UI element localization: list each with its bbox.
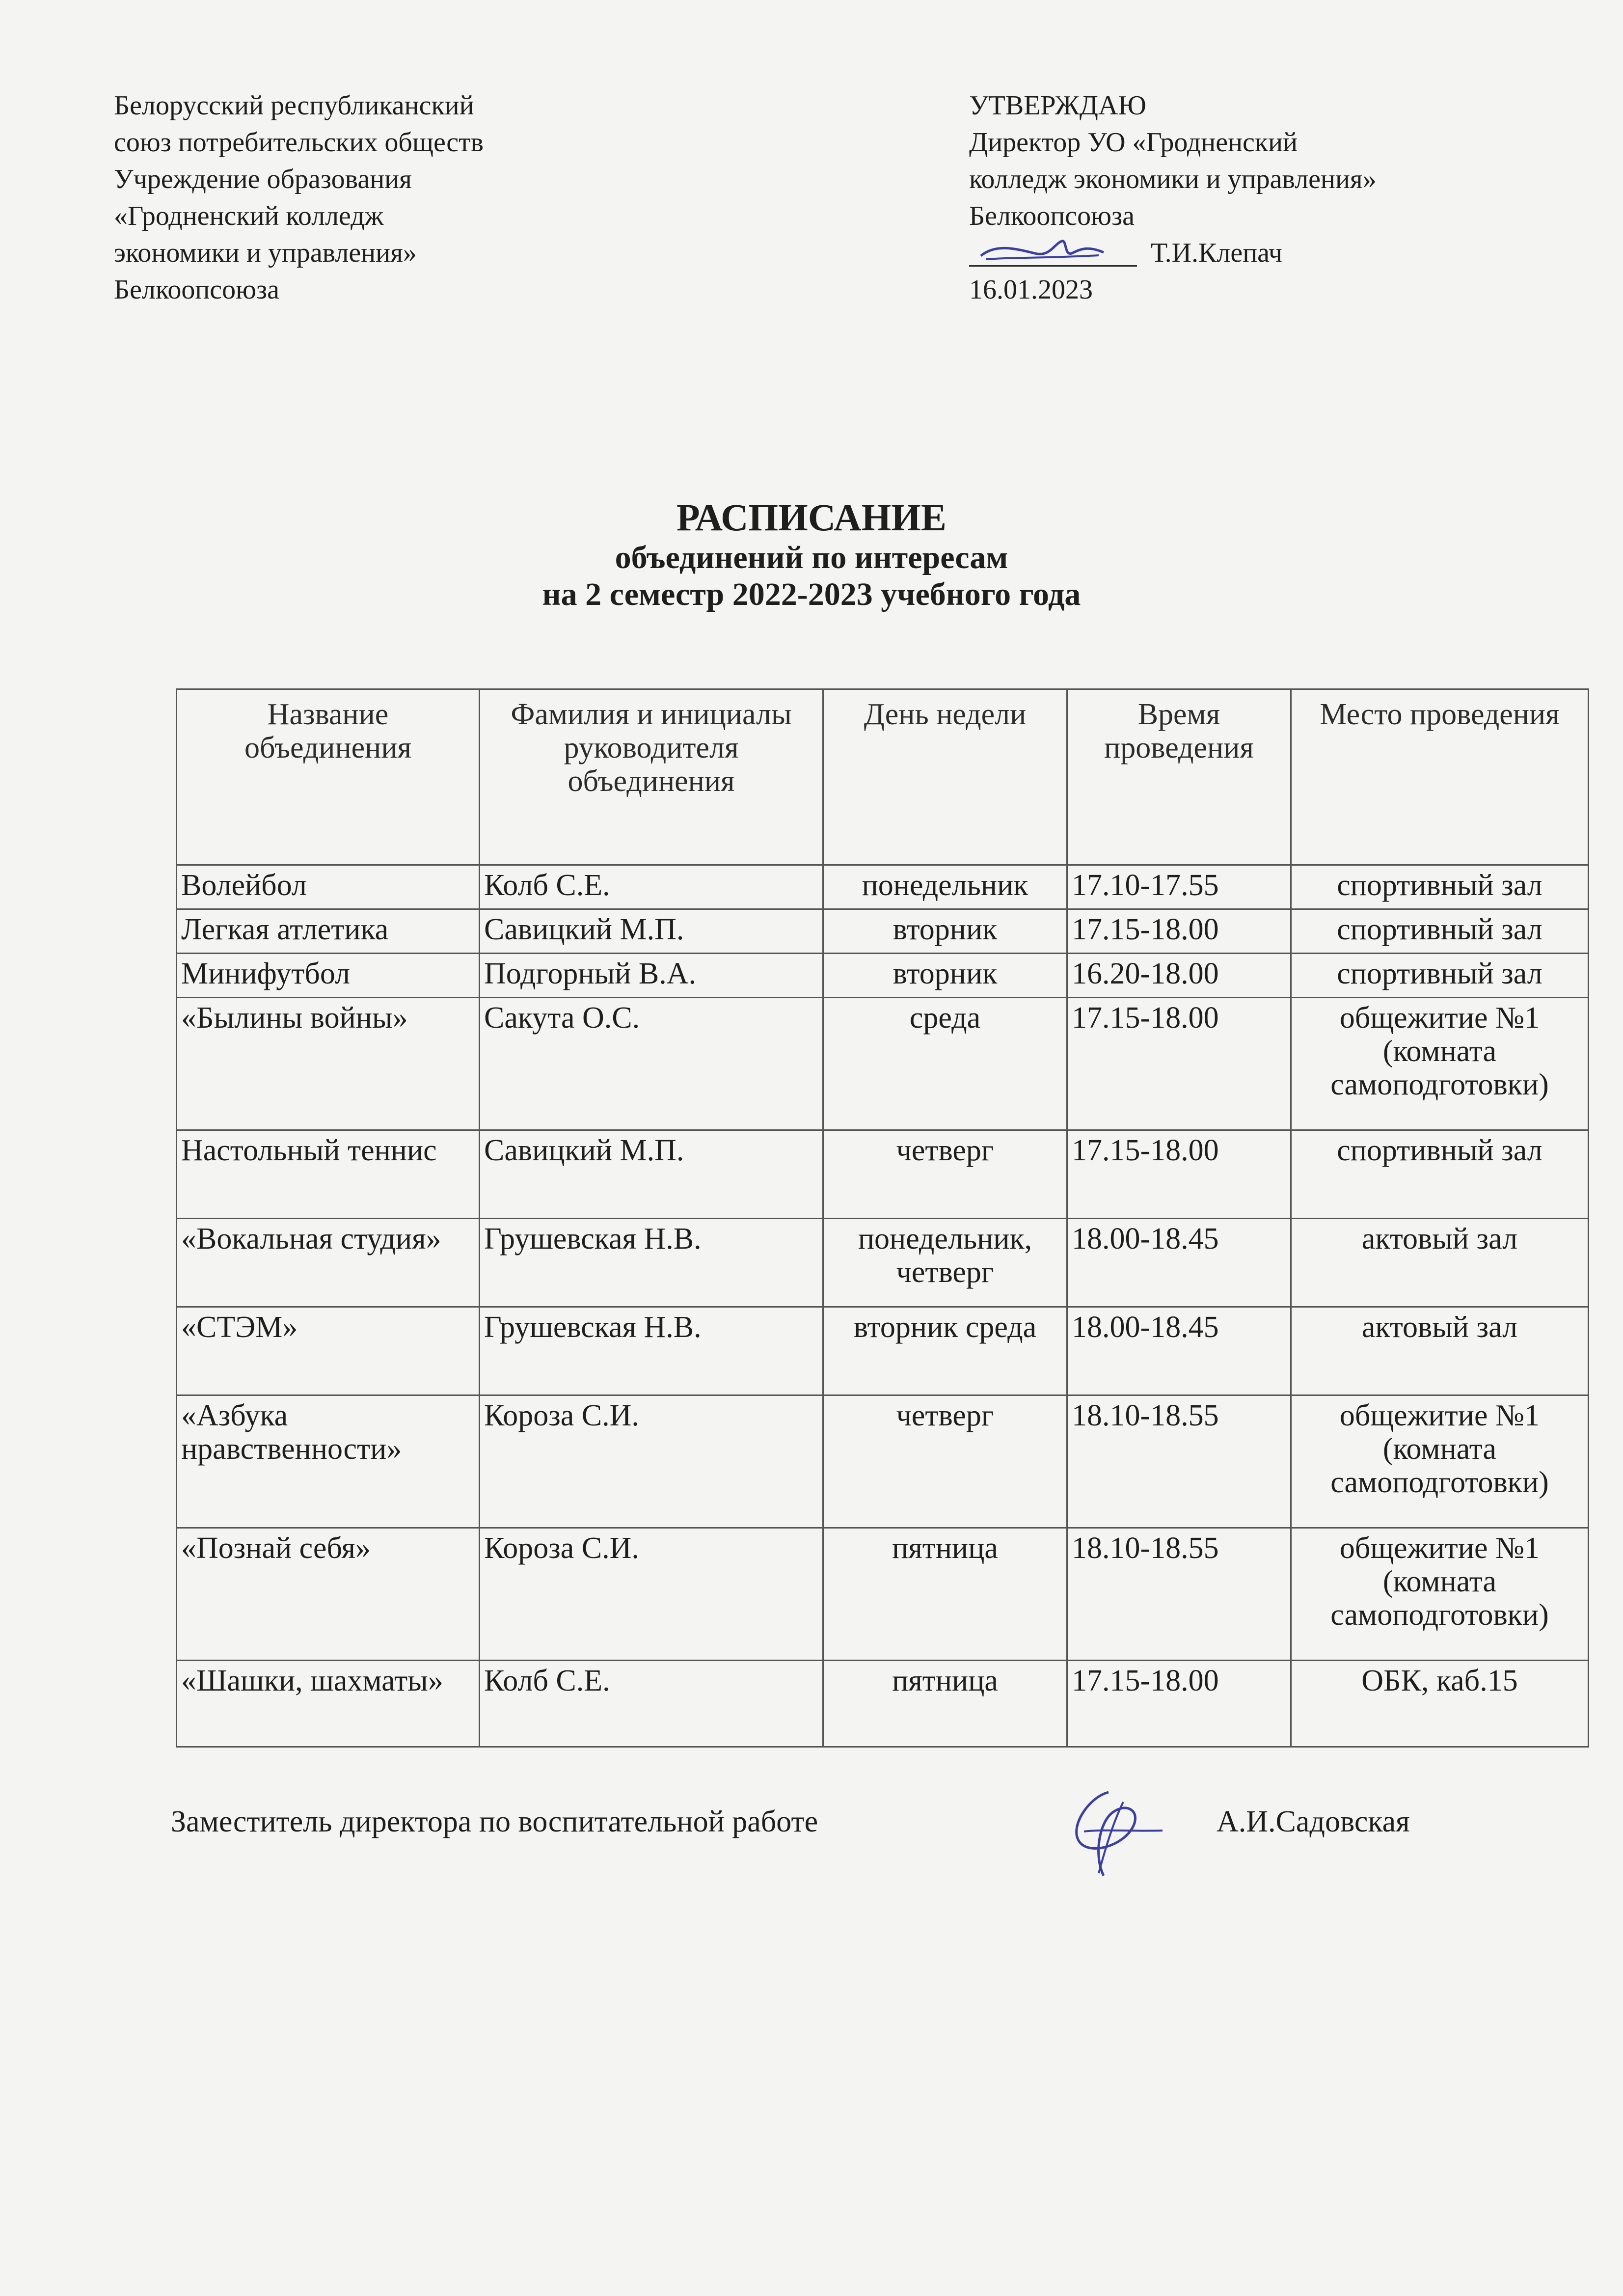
- deputy-position: Заместитель директора по воспитательной работе: [171, 1805, 818, 1838]
- cell-time: 18.00-18.45: [1067, 1307, 1291, 1395]
- org-line: союз потребительских обществ: [114, 127, 484, 158]
- cell-day: понедельник, четверг: [823, 1219, 1067, 1307]
- cell-day: вторник среда: [823, 1307, 1067, 1395]
- column-header: Фамилия и инициалы руководителя объединения: [480, 689, 823, 865]
- cell-time: 18.00-18.45: [1067, 1219, 1291, 1307]
- cell-day: среда: [823, 998, 1067, 1130]
- org-line: Белорусский республиканский: [114, 90, 474, 121]
- cell-place: ОБК, каб.15: [1291, 1661, 1589, 1747]
- approval-position-line: Белкоопсоюза: [969, 201, 1135, 231]
- cell-name: «Азбука нравственности»: [177, 1395, 480, 1528]
- table-row: [177, 865, 1589, 909]
- table-row: [177, 1395, 1589, 1528]
- cell-name: Волейбол: [177, 865, 480, 909]
- approval-position-line: Директор УО «Гродненский: [969, 127, 1298, 158]
- cell-time: 17.15-18.00: [1067, 998, 1291, 1130]
- column-header: Место проведения: [1291, 689, 1589, 865]
- cell-leader: Савицкий М.П.: [480, 909, 823, 954]
- cell-leader: Грушевская Н.В.: [480, 1219, 823, 1307]
- cell-leader: Сакута О.С.: [480, 998, 823, 1130]
- document-title: [0, 496, 1623, 613]
- cell-place: общежитие №1 (комната самоподготовки): [1291, 1395, 1589, 1528]
- title-subtitle: объединений по интересам: [615, 540, 1008, 575]
- cell-time: 17.15-18.00: [1067, 909, 1291, 954]
- approval-block: [969, 87, 1377, 308]
- org-line: Белкоопсоюза: [114, 274, 279, 305]
- cell-name: Настольный теннис: [177, 1130, 480, 1219]
- table-row: [177, 954, 1589, 998]
- deputy-name: А.И.Садовская: [1217, 1805, 1410, 1838]
- cell-day: вторник: [823, 909, 1067, 954]
- cell-leader: Короза С.И.: [480, 1528, 823, 1661]
- cell-leader: Савицкий М.П.: [480, 1130, 823, 1219]
- title-period: на 2 семестр 2022-2023 учебного года: [542, 576, 1081, 612]
- organization-block: [114, 87, 484, 308]
- table-row: [177, 1307, 1589, 1395]
- cell-day: четверг: [823, 1130, 1067, 1219]
- table-row: [177, 909, 1589, 954]
- director-name: Т.И.Клепач: [1151, 238, 1282, 268]
- cell-name: «Былины войны»: [177, 998, 480, 1130]
- title-main: РАСПИСАНИЕ: [676, 496, 947, 539]
- cell-name: Минифутбол: [177, 954, 480, 998]
- schedule-table: [176, 688, 1589, 1748]
- cell-time: 16.20-18.00: [1067, 954, 1291, 998]
- signature-line: [969, 265, 1137, 267]
- cell-place: общежитие №1 (комната самоподготовки): [1291, 998, 1589, 1130]
- cell-place: спортивный зал: [1291, 1130, 1589, 1219]
- table-row: [177, 1528, 1589, 1661]
- cell-day: пятница: [823, 1661, 1067, 1747]
- org-line: экономики и управления»: [114, 238, 417, 268]
- cell-name: «Шашки, шахматы»: [177, 1661, 480, 1747]
- cell-leader: Короза С.И.: [480, 1395, 823, 1528]
- cell-leader: Грушевская Н.В.: [480, 1307, 823, 1395]
- org-line: «Гродненский колледж: [114, 201, 384, 231]
- cell-name: «СТЭМ»: [177, 1307, 480, 1395]
- cell-leader: Колб С.Е.: [480, 1661, 823, 1747]
- cell-time: 17.15-18.00: [1067, 1130, 1291, 1219]
- table-row: [177, 998, 1589, 1130]
- director-signature: [976, 234, 1123, 268]
- cell-time: 18.10-18.55: [1067, 1395, 1291, 1528]
- approval-heading: УТВЕРЖДАЮ: [969, 90, 1146, 121]
- cell-leader: Подгорный В.А.: [480, 954, 823, 998]
- cell-day: пятница: [823, 1528, 1067, 1661]
- cell-place: актовый зал: [1291, 1219, 1589, 1307]
- cell-place: спортивный зал: [1291, 954, 1589, 998]
- table-row: [177, 1661, 1589, 1747]
- cell-name: Легкая атлетика: [177, 909, 480, 954]
- table-header-row: [177, 689, 1589, 865]
- column-header: Название объединения: [177, 689, 480, 865]
- cell-place: спортивный зал: [1291, 909, 1589, 954]
- cell-time: 18.10-18.55: [1067, 1528, 1291, 1661]
- cell-day: вторник: [823, 954, 1067, 998]
- cell-place: спортивный зал: [1291, 865, 1589, 909]
- org-line: Учреждение образования: [114, 164, 412, 194]
- approval-position-line: колледж экономики и управления»: [969, 164, 1377, 194]
- column-header: День недели: [823, 689, 1067, 865]
- cell-name: «Вокальная студия»: [177, 1219, 480, 1307]
- cell-day: четверг: [823, 1395, 1067, 1528]
- deputy-signature: [1050, 1782, 1167, 1881]
- cell-name: «Познай себя»: [177, 1528, 480, 1661]
- cell-day: понедельник: [823, 865, 1067, 909]
- cell-place: актовый зал: [1291, 1307, 1589, 1395]
- cell-leader: Колб С.Е.: [480, 865, 823, 909]
- approval-date: 16.01.2023: [969, 274, 1093, 305]
- table-row: [177, 1130, 1589, 1219]
- cell-place: общежитие №1 (комната самоподготовки): [1291, 1528, 1589, 1661]
- cell-time: 17.10-17.55: [1067, 865, 1291, 909]
- cell-time: 17.15-18.00: [1067, 1661, 1291, 1747]
- director-signature-row: [969, 235, 1377, 272]
- footer-signature-block: [171, 1800, 1545, 1859]
- column-header: Время проведения: [1067, 689, 1291, 865]
- table-row: [177, 1219, 1589, 1307]
